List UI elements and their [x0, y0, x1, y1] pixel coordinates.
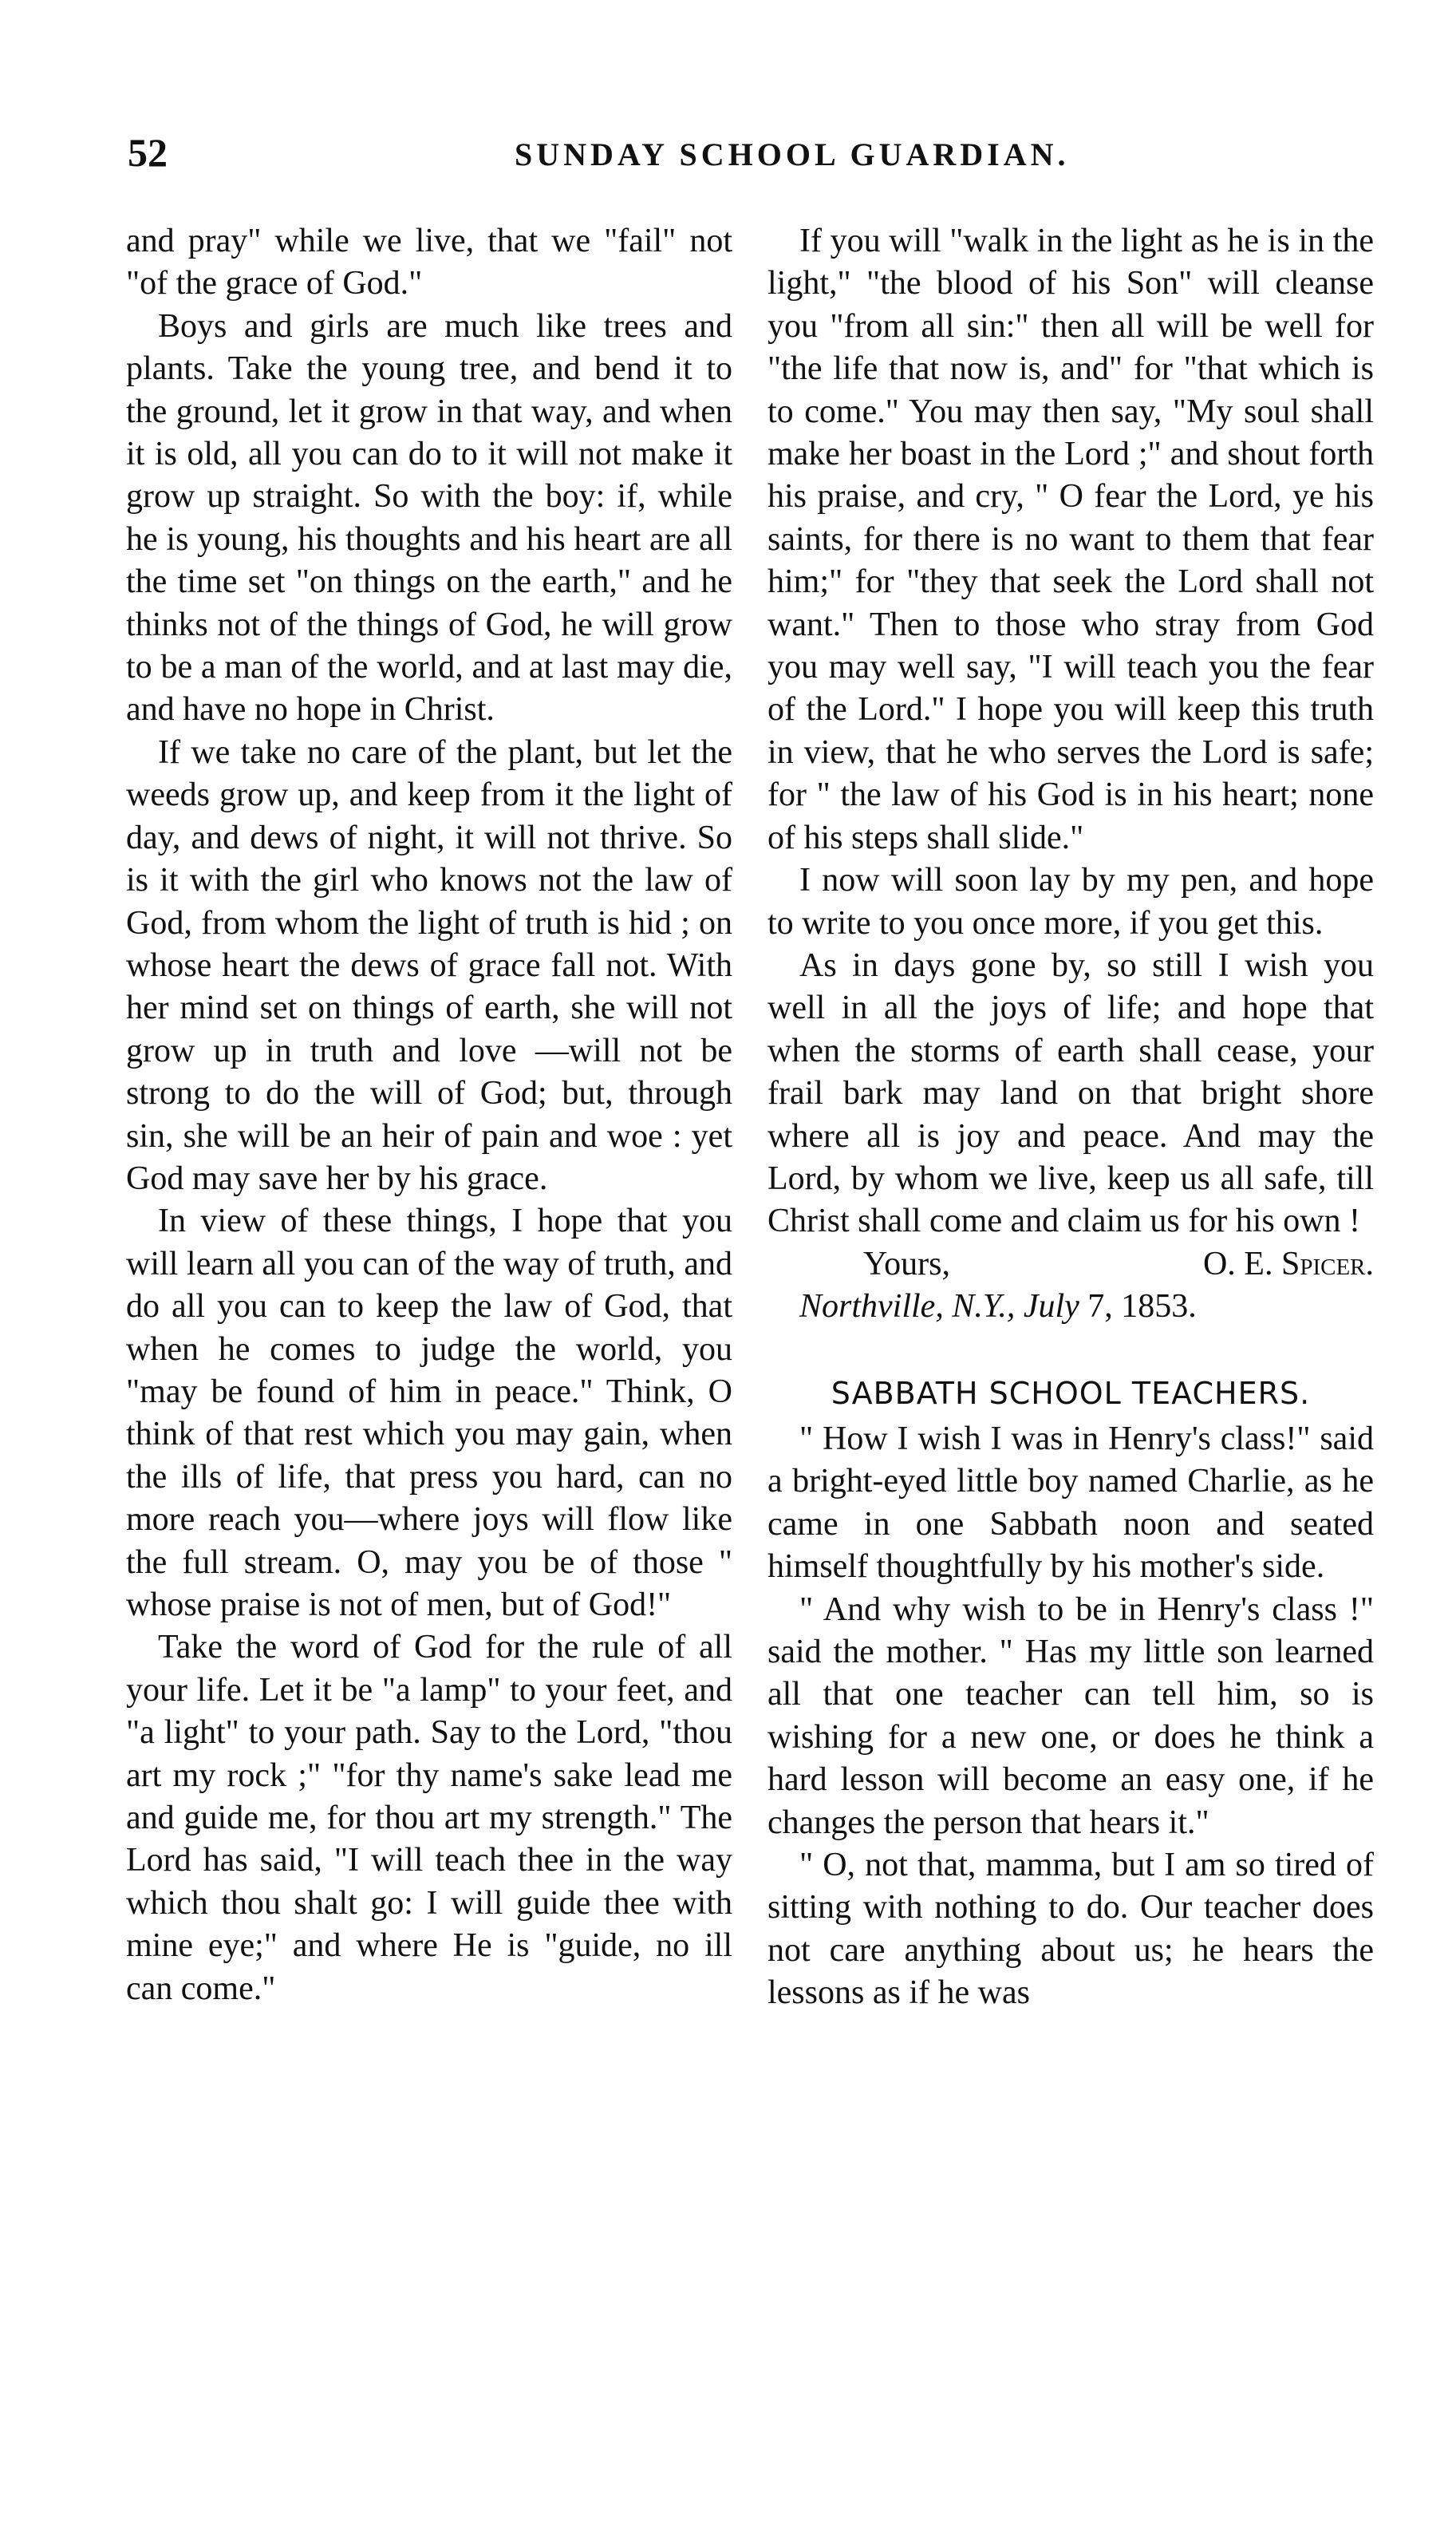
paragraph: " O, not that, mamma, but I am so tired of sitting with nothing to do. Our teacher does not care anything about us; he hears the lessons as if he was: [767, 1847, 1374, 2012]
paragraph: Take the word of God for the rule of all your life. Let it be "a lamp" to your feet, and "a light" to your path. Say to the Lord, "thou art my rock ;" "for thy name's sake lead me and guide me, for thou art my strength." The Lord has said, "I will teach thee in the way which thou shalt go: I will guide thee with mine eye;" and where He is "guide, no ill can come.": [126, 1629, 732, 2007]
dateline-date: 7, 1853.: [1087, 1288, 1197, 1326]
running-head: SUNDAY SCHOOL GUARDIAN.: [515, 136, 1070, 172]
paragraph: If you will "walk in the light as he is in the light," "the blood of his Son" will cleanse you "from all sin:" then all will be well for "the life that now is, and" for "that which is to come." You may then say, "My soul shall make her boast in the Lord ;" and shout forth his praise, and cry, " O fear the Lord, ye his saints, for there is no want to them that fear him;" for "they that seek the Lord shall not want." Then to those who stray from God you may well say, "I will teach you the fear of the Lord." I hope you will keep this truth in view, that he who serves the Lord is safe; for " the law of his God is in his heart; none of his steps shall slide.": [767, 223, 1374, 856]
section-title: SABBATH SCHOOL TEACHERS.: [831, 1375, 1311, 1411]
signature-line: [767, 1243, 1374, 1286]
signature: O. E. Spicer.: [1202, 1245, 1374, 1282]
paragraph: I now will soon lay by my pen, and hope to write to you once more, if you get this.: [767, 862, 1374, 942]
right-column: [767, 220, 1374, 2015]
dateline-place: Northville, N.Y., July: [799, 1288, 1079, 1326]
paragraph: In view of these things, I hope that you will learn all you can of the way of truth, and do all you can to keep the law of God, that when he comes to judge the world, you "may be found of him in peace." Think, O think of that rest which you may gain, when the ills of life, that press you hard, can no more reach you—where joys will flow like the full stream. O, may you be of those " whose praise is not of men, but of God!": [126, 1203, 732, 1623]
left-column: [126, 220, 732, 2010]
paragraph: " How I wish I was in Henry's class!" said a bright-eyed little boy named Charlie, as he came in one Sabbath noon and seated himself thoughtfully by his mother's side.: [767, 1420, 1374, 1586]
signoff: Yours,: [863, 1245, 950, 1282]
paragraph: As in days gone by, so still I wish you well in all the joys of life; and hope that when the storms of earth shall cease, your frail bark may land on that bright shore where all is joy and peace. And may the Lord, by whom we live, keep us all safe, till Christ shall come and claim us for his own !: [767, 946, 1374, 1240]
paragraph: If we take no care of the plant, but let the weeds grow up, and keep from it the light of day, and dews of night, it will not thrive. So is it with the girl who knows not the law of God, from whom the light of truth is hid ; on whose heart the dews of grace fall not. With her mind set on things of earth, she will not grow up in truth and love —will not be strong to do the will of God; but, through sin, she will be an heir of pain and woe : yet God may save her by his grace.: [126, 733, 732, 1197]
paragraph: Boys and girls are much like trees and plants. Take the young tree, and bend it to the ground, let it grow in that way, and when it is old, all you can do to it will not make it grow up straight. So with the boy: if, while he is young, his thoughts and his heart are all the time set "on things on the earth," and he thinks not of the things of God, he will grow to be a man of the world, and at last may die, and have no hope in Christ.: [126, 307, 732, 729]
paragraph: " And why wish to be in Henry's class !" said the mother. " Has my little son learned all that one teacher can tell him, so is wishing for a new one, or does he think a hard lesson will become an easy one, if he changes the person that hears it.": [767, 1590, 1374, 1841]
dateline: [767, 1286, 1374, 1328]
page-number: 52: [128, 130, 168, 175]
page-header: [128, 129, 1352, 185]
paragraph: and pray" while we live, that we "fail" not "of the grace of God.": [126, 223, 732, 302]
